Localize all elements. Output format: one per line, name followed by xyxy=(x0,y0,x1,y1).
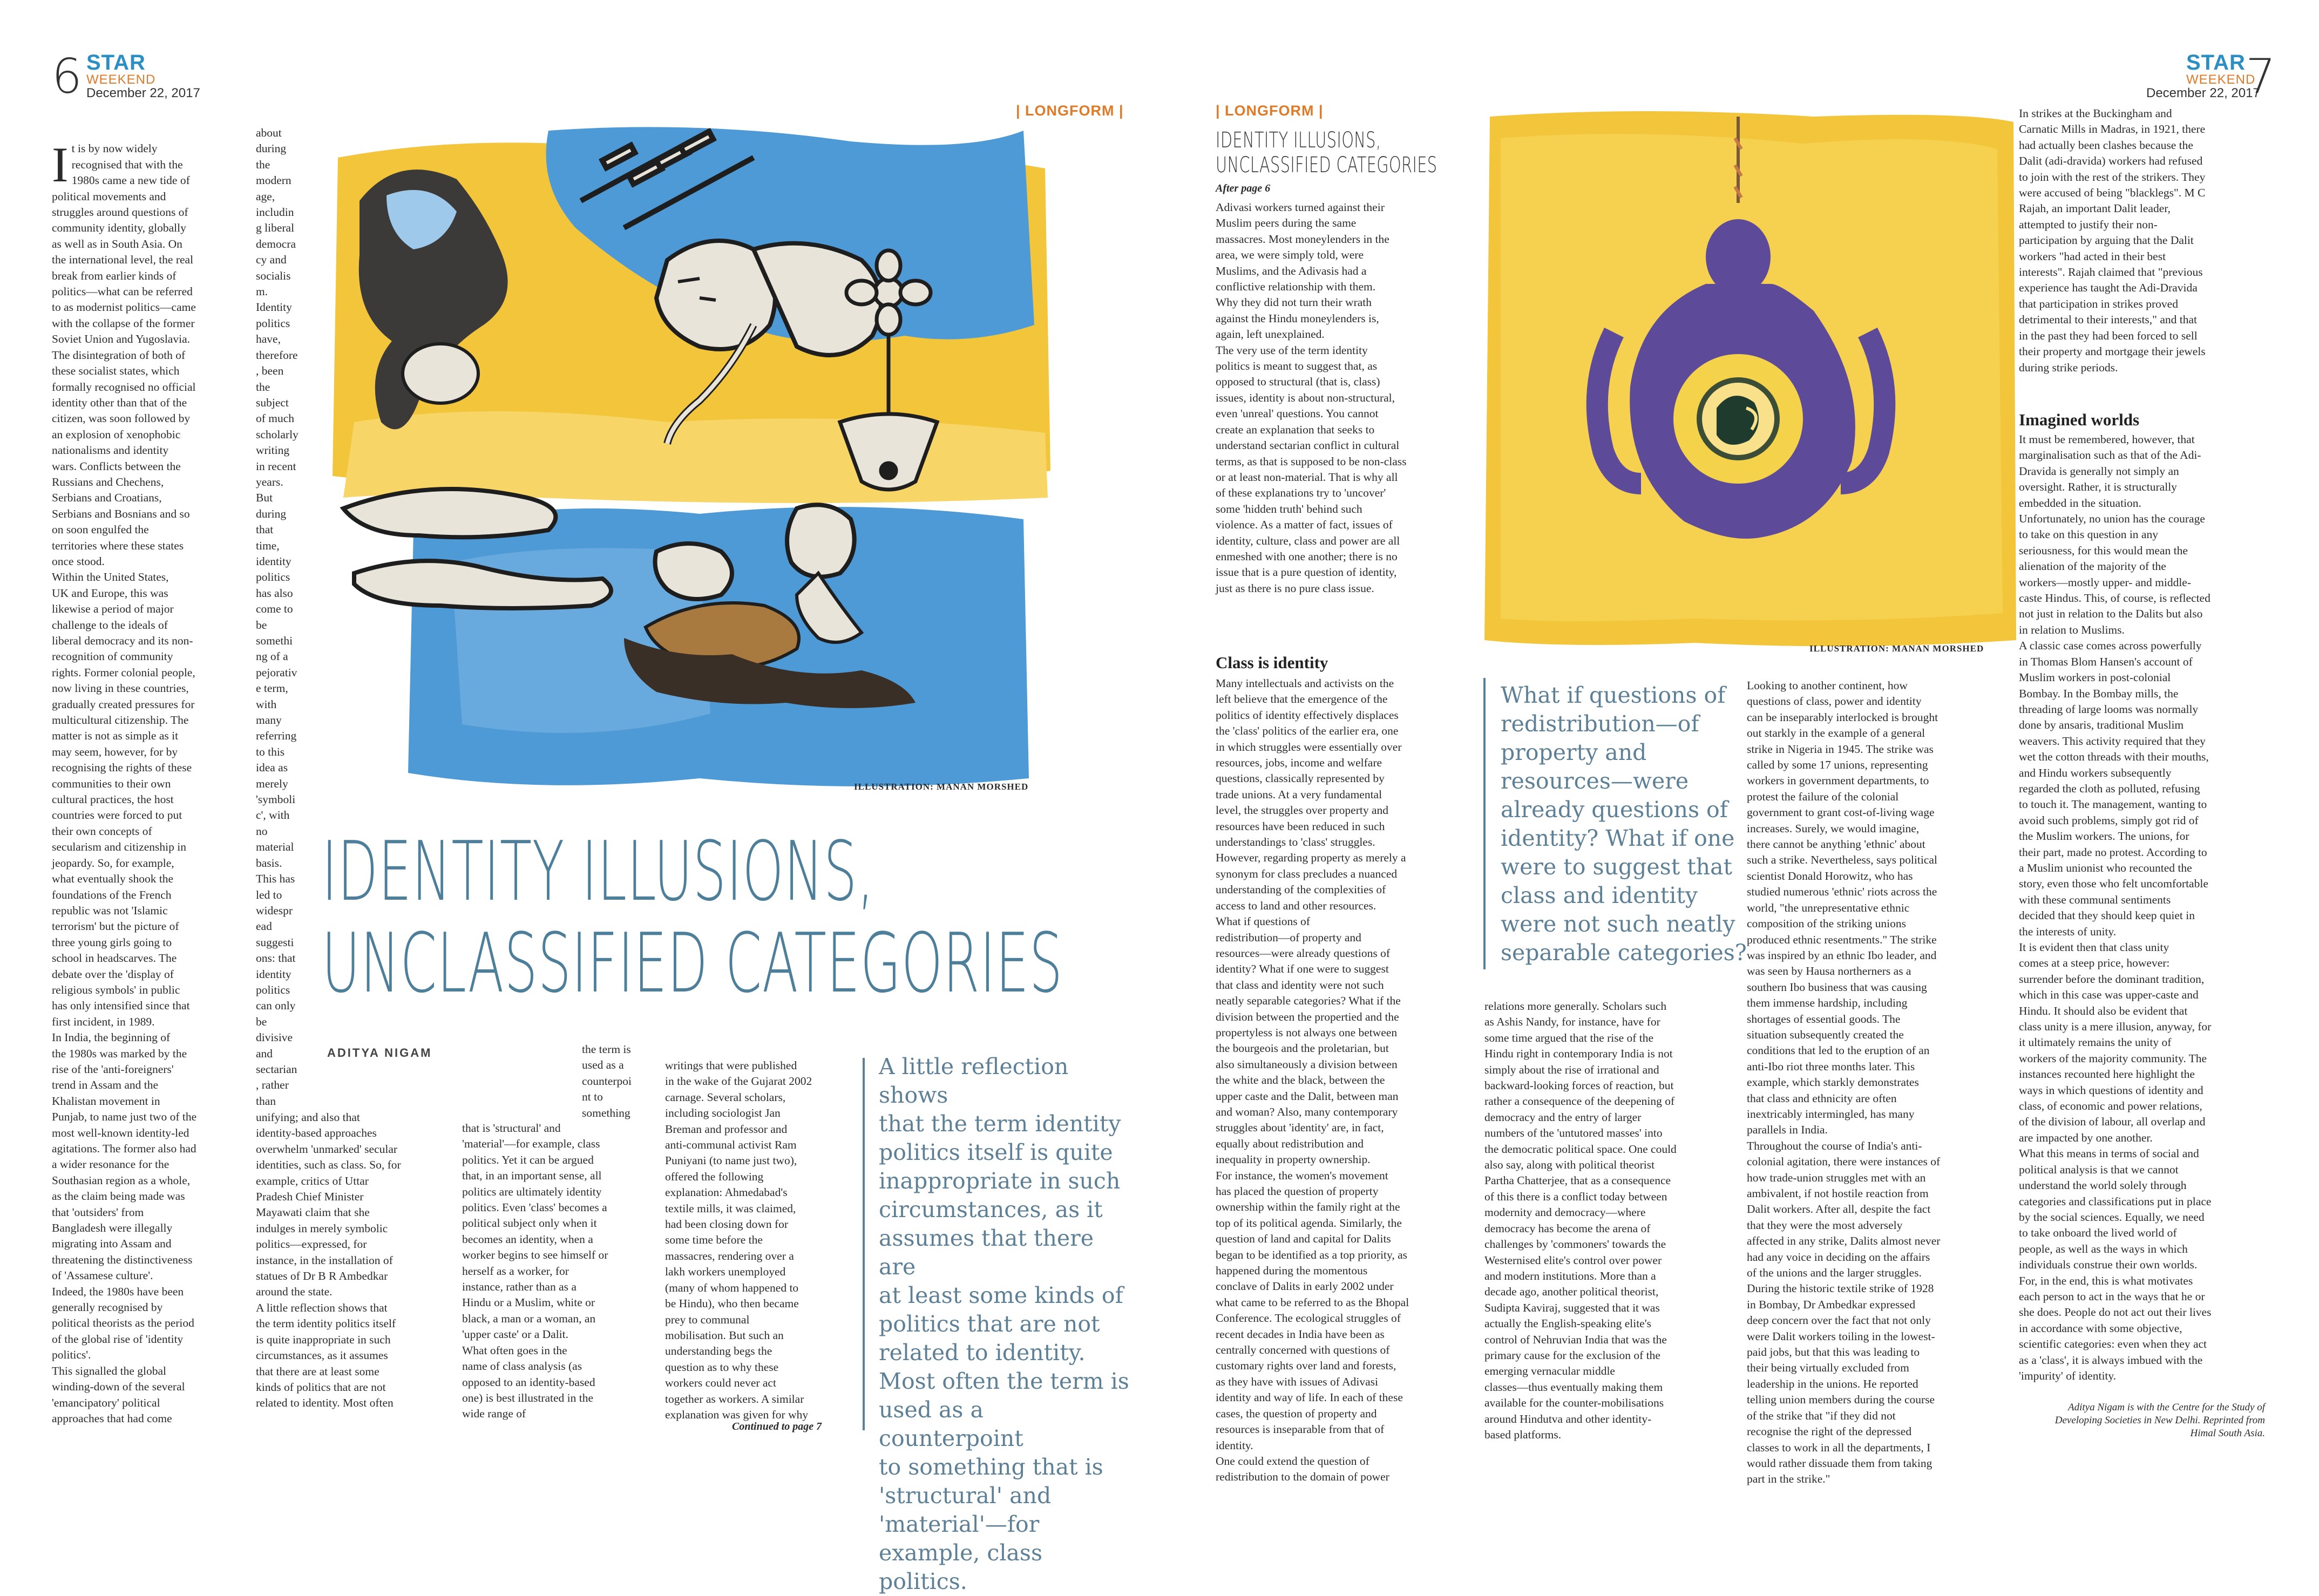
after-page-note: After page 6 xyxy=(1216,182,1271,194)
headline-line-2: UNCLASSIFIED CATEGORIES xyxy=(1216,153,1437,178)
body-column-1-bottom: Many intellectuals and activists on the left believe that the emergence of the politics of identity effectively displaces the 'class' politics of the earlier era, one in which struggles were essentially over resources, jobs, income and welfare questions, classically represented by trade unions. At a very fundamental level, the struggles over property and resources have been reduced in such understandings to 'class' struggles. However, regarding property as merely a synonym for class precludes a nuanced understanding of the complexities of access to land and other resources. What if questions of redistribution—of property and resources—were already questions of identity? What if one were to suggest that class and identity were not such neatly separable categories? What if the division between the propertied and the propertyless is not always one between the bourgeois and the proletarian, but also simultaneously a division between the white and the black, between the upper caste and the Dalit, between man and woman? Also, many contemporary struggles about 'identity' are, in fact, equally about redistribution and inequality in property ownership. For instance, the women's movement has placed the question of property ownership within the family right at the top of its political agenda. Similarly, the question of land and capital for Dalits began to be identified as a top priority, as happened during the momentous conclave of Dalits in early 2002 under what came to be referred to as the Bhopal Conference. The ecological struggles of recent decades in India have been as centrally concerned with questions of customary rights over land and forests, as they have with issues of Adivasi identity and way of life. In each of these cases, the question of property and resources is inseparable from that of identity. One could extend the question of redistribution to the domain of power xyxy=(1216,677,1409,1484)
subhead-class-is-identity: Class is identity xyxy=(1216,653,1328,672)
body-column-3: that is 'structural' and 'material'—for example, class politics. Yet it can be argued that, in an important sense, all politics are ultimately identity politics. Even 'class' becomes a political subject only when it becomes an identity, when a worker begins to see himself or herself as a worker, for instance, rather than as a Hindu or a Muslim, white or black, a man or a woman, an 'upper caste' or a Dalit. What often goes in the name of class analysis (as opposed to an identity-based one) is best illustrated in the wide range of xyxy=(462,1122,608,1421)
illustration-artwork xyxy=(322,120,1056,791)
pull-quote-rule xyxy=(863,1058,865,1430)
illustration-artwork xyxy=(1479,106,2019,652)
pull-quote: What if questions of redistribution—of property and resources—were already questions of identity? What if one were to suggest that class and identity were not such neatly separable categories? xyxy=(1501,682,1747,966)
subhead-imagined-worlds: Imagined worlds xyxy=(2019,410,2140,429)
illustration-credit: ILLUSTRATION: MANAN MORSHED xyxy=(854,782,1029,792)
feature-illustration xyxy=(1479,106,2019,652)
drop-cap: I xyxy=(52,137,69,193)
author-bio: Aditya Nigam is with the Centre for the Study of Developing Societies in New Delhi. Reprinted from Himal South Asia. xyxy=(2054,1402,2265,1439)
body-column-1-top: Adivasi workers turned against their Muslim peers during the same massacres. Most moneylenders in the area, we were simply told, were Muslims, and the Adivasis had a conflictive relationship with them. Why they did not turn their wrath against the Hindu moneylenders is, again, left unexplained. The very use of the term identity politics is meant to suggest that, as opposed to structural (that is, class) issues, identity is about non-structural, even 'unreal' questions. You cannot create an explanation that seeks to understand sectarian conflict in cultural terms, as that is supposed to be non-class or at least non-material. That is why all of these explanations try to 'uncover' some 'hidden truth' behind such violence. As a matter of fact, issues of identity, culture, class and power are all enmeshed with one another; there is no issue that is a pure question of identity, just as there is no pure class issue. xyxy=(1216,201,1407,595)
headline-line-1: IDENTITY ILLUSIONS, xyxy=(1216,128,1381,153)
illustration-credit: ILLUSTRATION: MANAN MORSHED xyxy=(1809,643,1984,654)
body-column-3: Looking to another continent, how questions of class, power and identity can be inseparably interlocked is brought out starkly in the example of a general strike in Nigeria in 1945. The strike was called by some 17 unions, representing workers in government departments, to protest the failure of the colonial government to grant cost-of-living wage increases. Surely, we would imagine, there cannot be anything 'ethnic' about such a strike. Nevertheless, says political scientist Donald Horowitz, who has studied numerous 'ethnic' riots across the world, "the unrepresentative ethnic composition of the striking unions produced ethnic resentments." The strike was inspired by an ethnic Ibo leader, and was seen by Hausa northerners as a southern Ibo business that was causing them immense hardship, including shortages of essential goods. The situation subsequently created the conditions that led to the eruption of an anti-Ibo riot three months later. This example, which starkly demonstrates that class and ethnicity are often inextricably intermingled, has many parallels in India. Throughout the course of India's anti- colonial agitation, there were instances of how trade-union struggles met with an ambivalent, if not hostile reaction from Dalit workers. After all, despite the fact that they were the most adversely affected in any strike, Dalits almost never had any voice in deciding on the affairs of the unions and the larger struggles. During the historic textile strike of 1928 in Bombay, Dr Ambedkar expressed deep concern over the fact that not only were Dalit workers toiling in the lowest- paid jobs, but that this was leading to their being virtually excluded from leadership in the unions. He reported telling union members during the course of the strike that "if they did not recognise the right of the depressed classes to work in all the departments, I would rather dissuade them from taking part in the strike." xyxy=(1747,679,1941,1486)
pull-quote: A little reflection shows that the term identity politics itself is quite inappropriate in such circumstances, as it assumes that there are at least some kinds of politics that are not related to identity. Most often the term is used as a counterpoint to something that is 'structural' and 'material'—for example, class politics. xyxy=(879,1054,1129,1594)
byline: ADITYA NIGAM xyxy=(327,1046,432,1060)
body-column-4-bottom: It must be remembered, however, that marginalisation such as that of the Adi- Dravida is generally not simply an oversight. Rather, it is structurally embedded in the situation. Unfortunately, no union has the courage to take on this question in any seriousness, for this would mean the alienation of the majority of the workers—mostly upper- and middle- caste Hindus. This, of course, is reflected not just in relation to the Dalits but also in relation to Muslims. A classic case comes across powerfully in Thomas Blom Hansen's account of Muslim workers in post-colonial Bombay. In the Bombay mills, the threading of large looms was normally done by ansaris, traditional Muslim weavers. This activity required that they wet the cotton threads with their mouths, and Hindu workers subsequently regarded the cloth as polluted, refusing to touch it. The management, wanting to avoid such problems, simply got rid of the Muslim workers. The unions, for their part, made no protest. According to a Muslim unionist who recounted the story, even those who felt uncomfortable with these communal sentiments decided that they should keep quiet in the interests of unity. It is evident then that class unity comes at a steep price, however: surrender before the dominant tradition, which in this case was upper-caste and Hindu. It should also be evident that class unity is a mere illusion, anyway, for it ultimately remains the unity of workers of the majority community. The instances recounted here highlight the ways in which questions of identity and class, of economic and power relations, of the division of labour, all overlap and are impacted by one another. What this means in terms of social and political analysis is that we cannot understand the world solely through categories and classifications put in place by the social sciences. Equally, we need to take onboard the lived world of people, as well as the ways in which individuals construe their own worlds. For, in the end, this is what motivates each person to act in the ways that he or she does. People do not act out their lives in accordance with some objective, scientific categories: even when they act as a 'class', it is always imbued with the 'impurity' of identity. xyxy=(2019,433,2212,1382)
issue-date: December 22, 2017 xyxy=(2146,86,2260,100)
headline-line-1: IDENTITY ILLUSIONS, xyxy=(322,824,874,919)
brand-weekend: WEEKEND xyxy=(2186,72,2256,87)
page-number: 7 xyxy=(2246,49,2276,104)
body-column-1 xyxy=(52,125,235,1458)
headline-line-2: UNCLASSIFIED CATEGORIES xyxy=(322,915,1063,1011)
body-column-3-narrow: the term is used as a counterpoi nt to something xyxy=(582,1043,632,1119)
body-column-2: unifying; and also that identity-based approaches overwhelm 'unmarked' secular identities, such as class. So, for example, critics of Uttar Pradesh Chief Minister Mayawati claim that she indulges in merely symbolic politics—expressed, for instance, in the installation of statues of Dr B R Ambedkar around the state. A little reflection shows that the term identity politics itself is quite inappropriate in such circumstances, as it assumes that there are at least some kinds of politics that are not related to identity. Most often xyxy=(256,1111,401,1410)
pull-quote-rule xyxy=(1483,678,1486,969)
body-column-2-narrow: about during the modern age, includin g liberal democra cy and socialis m. Identity politics have, therefore , been the subject of much scholarly writing in recent years. But during that time, identity politics has also come to be somethi ng of a pejorativ e term, with many referring to this idea as merely 'symboli c', with no material basis. This has led to widespr ead suggesti ons: that identity politics can only be divisive and sectarian , rather than xyxy=(256,126,299,1108)
continued-note: Continued to page 7 xyxy=(732,1421,822,1432)
brand-weekend: WEEKEND xyxy=(86,72,156,87)
section-tag: | LONGFORM | xyxy=(1216,103,1324,119)
body-column-2: relations more generally. Scholars such as Ashis Nandy, for instance, have for some time argued that the rise of the Hindu right in contemporary India is not simply about the rise of irrational and backward-looking forces of reaction, but rather a consequence of the deepening of democracy and the entry of larger numbers of the 'untutored masses' into the democratic political space. One could also say, along with political theorist Partha Chatterjee, that as a consequence of this there is a conflict today between modernity and democracy—where democracy has become the arena of challenges by 'commoners' towards the Westernised elite's control over power and modern institutions. More than a decade ago, another political theorist, Sudipta Kaviraj, suggested that it was actually the English-speaking elite's control of Nehruvian India that was the primary cause for the exclusion of the emerging vernacular middle classes—thus eventually making them available for the counter-mobilisations around Hindutva and other identity- based platforms. xyxy=(1484,1000,1677,1441)
body-text: t is by now widely recognised that with the 1980s came a new tide of political movements and struggles around questions of community identity, globally as well as in South Asia. On the international level, the real break from earlier kinds of politics—what can be referred to as modernist politics—came with the collapse of the former Soviet Union and Yugoslavia. The disintegration of both of these socialist states, which formally recognised no official identity other than that of the citizen, was soon followed by an explosion of xenophobic nationalisms and identity wars. Conflicts between the Russians and Chechens, Serbians and Croatians, Serbians and Bosnians and so on soon engulfed the territories where these states once stood. Within the United States, UK and Europe, this was likewise a period of major challenge to the ideals of liberal democracy and its non- recognition of community rights. Former colonial people, now living in these countries, gradually created pressures for multicultural citizenship. The matter is not as simple as it may seem, however, for by recognising the rights of these communities to their own cultural practices, the host countries were forced to put their own concepts of secularism and citizenship in jeopardy. So, for example, what eventually shook the foundations of the French republic was not 'Islamic terrorism' but the picture of three young girls going to school in headscarves. The debate over the 'display of religious symbols' in public has only intensified since that first incident, in 1989. In India, the beginning of the 1980s was marked by the rise of the 'anti-foreigners' trend in Assam and the Khalistan movement in Punjab, to name just two of the most well-known identity-led agitations. The former also had a wider resonance for the Southasian region as a whole, as the claim being made was that 'outsiders' from Bangladesh were illegally migrating into Assam and threatening the distinctiveness of 'Assamese culture'. Indeed, the 1980s have been generally recognised by political theorists as the period of the global rise of 'identity politics'. This signalled the global winding-down of the several 'emancipatory' political approaches that had come xyxy=(52,142,197,1425)
issue-date: December 22, 2017 xyxy=(86,86,200,100)
body-column-4: writings that were published in the wake of the Gujarat 2002 carnage. Several scholars, including sociologist Jan Breman and professor and anti-communal activist Ram Puniyani (to name just two), offered the following explanation: Ahmedabad's textile mills, it was claimed, had been closing down for some time before the massacres, rendering over a lakh workers unemployed (many of whom happened to be Hindu), who then became prey to communal mobilisation. But such an understanding begs the question as to why these workers could never act together as workers. A similar explanation was given for why xyxy=(665,1059,812,1421)
page-number: 6 xyxy=(52,49,82,104)
brand-star: STAR xyxy=(2186,51,2246,74)
section-tag: | LONGFORM | xyxy=(1016,103,1124,119)
brand-star: STAR xyxy=(86,51,146,74)
feature-illustration xyxy=(322,120,1056,791)
body-column-4-top: In strikes at the Buckingham and Carnatic Mills in Madras, in 1921, there had actually been clashes because the Dalit (adi-dravida) workers had refused to join with the rest of the strikers. They were accused of being "blacklegs". M C Rajah, an important Dalit leader, attempted to justify their non- participation by arguing that the Dalit workers "had acted in their best interests". Rajah claimed that "previous experience has taught the Adi-Dravida that participation in strikes proved detrimental to their interests," and that in the past they had been forced to sell their property and mortgage their jewels during strike periods. xyxy=(2019,107,2206,374)
